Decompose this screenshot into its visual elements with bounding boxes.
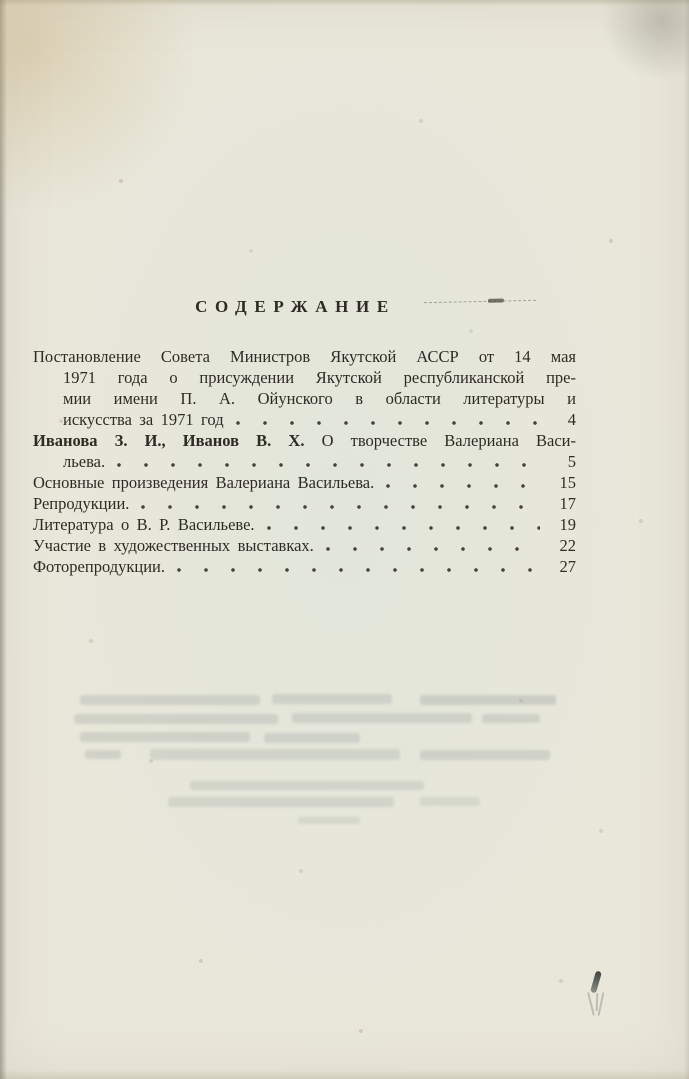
toc-text: Литература о В. Р. Васильеве. bbox=[33, 515, 255, 534]
page-content bbox=[33, 296, 576, 577]
bleedthrough-line bbox=[292, 713, 472, 723]
bleedthrough-line bbox=[168, 797, 394, 807]
toc-text: Основные произведения Валериана Васильева. bbox=[33, 473, 375, 492]
toc-page-number: 15 bbox=[559, 473, 576, 492]
bleedthrough-line bbox=[420, 695, 556, 705]
toc-line bbox=[33, 472, 576, 493]
ink-scratch bbox=[598, 992, 604, 1016]
toc-text: искусства за 1971 год bbox=[63, 410, 224, 429]
dot-leader bbox=[177, 567, 540, 573]
bleedthrough-line bbox=[264, 733, 360, 743]
toc-text: 1971 года о присуждении Якутской республиканской пре- bbox=[63, 368, 576, 387]
toc-entry bbox=[33, 535, 576, 556]
toc-line bbox=[33, 535, 576, 556]
paper-specks bbox=[0, 0, 2, 2]
toc-line bbox=[33, 556, 576, 577]
toc-entry bbox=[33, 556, 576, 577]
toc-line bbox=[33, 409, 576, 430]
ink-mark bbox=[590, 971, 602, 994]
dot-leader bbox=[117, 462, 540, 468]
toc-line bbox=[33, 451, 576, 472]
toc-page-number: 4 bbox=[567, 410, 576, 429]
bleedthrough-line bbox=[298, 817, 360, 824]
toc-text: Постановление Совета Министров Якутской АССР от 14 мая bbox=[33, 347, 576, 366]
toc-page-number: 27 bbox=[559, 557, 576, 576]
toc-line bbox=[33, 493, 576, 514]
toc-text: мии имени П. А. Ойунского в области литературы и bbox=[63, 389, 576, 408]
ink-scratch bbox=[596, 993, 598, 1011]
toc-text: О творчестве Валериана Васи- bbox=[321, 431, 576, 450]
toc-text: льева. bbox=[63, 452, 106, 471]
bleedthrough-line bbox=[80, 695, 260, 705]
toc-page-number: 19 bbox=[559, 515, 576, 534]
toc-authors: Иванова З. И., Иванов В. Х. bbox=[33, 431, 305, 450]
toc-line bbox=[33, 367, 576, 388]
table-of-contents bbox=[33, 346, 576, 577]
dot-leader bbox=[326, 546, 540, 552]
toc-text: Репродукции. bbox=[33, 494, 130, 513]
dot-leader bbox=[141, 504, 540, 510]
toc-text: Фоторепродукции. bbox=[33, 557, 166, 576]
bleedthrough-line bbox=[482, 714, 540, 723]
toc-entry bbox=[33, 430, 576, 472]
toc-line bbox=[33, 388, 576, 409]
toc-line bbox=[33, 346, 576, 367]
bleedthrough-line bbox=[190, 781, 424, 790]
bleedthrough-line bbox=[420, 797, 480, 806]
toc-page-number: 5 bbox=[567, 452, 576, 471]
bleedthrough-line bbox=[272, 694, 392, 704]
toc-entry bbox=[33, 472, 576, 493]
toc-line bbox=[33, 430, 576, 451]
toc-page-number: 17 bbox=[559, 494, 576, 513]
bleedthrough-line bbox=[74, 714, 278, 724]
bleedthrough-line bbox=[85, 750, 121, 759]
toc-page-number: 22 bbox=[559, 536, 576, 555]
toc-line bbox=[33, 514, 576, 535]
dot-leader bbox=[267, 525, 540, 531]
toc-text: Участие в художественных выставках. bbox=[33, 536, 314, 555]
dot-leader bbox=[236, 420, 540, 426]
dot-leader bbox=[386, 483, 540, 489]
bleedthrough-line bbox=[150, 749, 400, 760]
bleedthrough-line bbox=[420, 750, 550, 760]
toc-entry bbox=[33, 346, 576, 430]
toc-entry bbox=[33, 514, 576, 535]
page-title: СОДЕРЖАНИЕ bbox=[195, 297, 396, 316]
bleedthrough-line bbox=[80, 732, 250, 742]
toc-entry bbox=[33, 493, 576, 514]
ink-scratch bbox=[587, 992, 594, 1016]
